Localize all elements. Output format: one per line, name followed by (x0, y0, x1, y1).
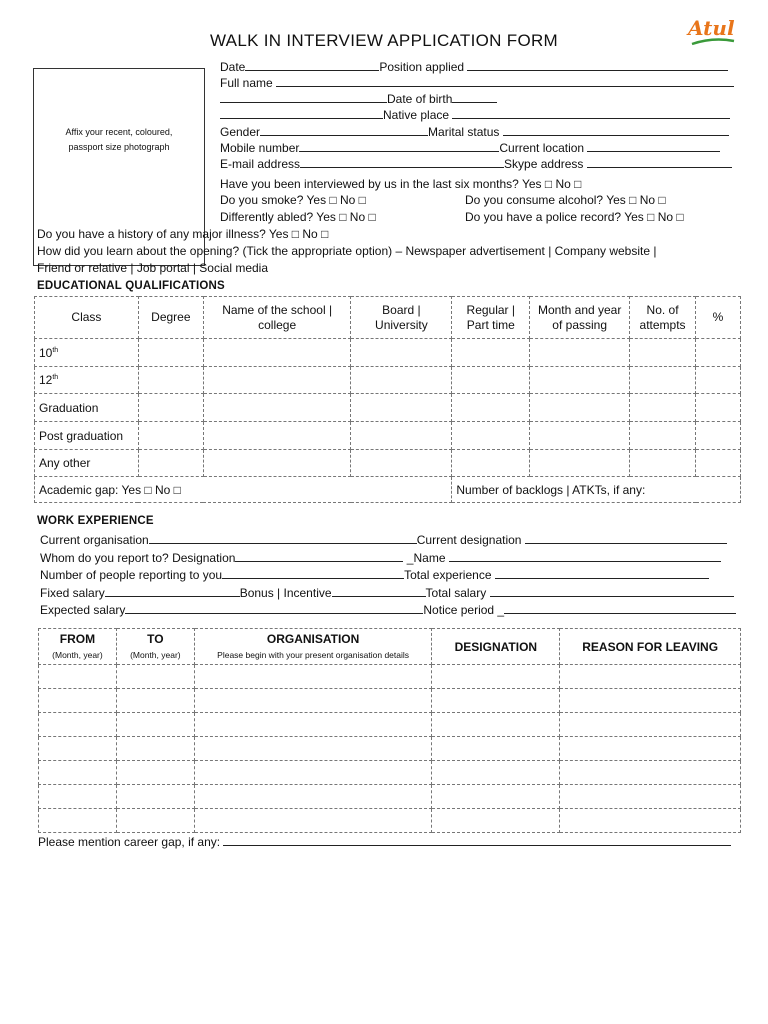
fixed-salary-field[interactable] (105, 585, 240, 597)
col-designation: DESIGNATION (432, 629, 560, 665)
designation-field[interactable] (525, 532, 727, 544)
class-cell: 12th (35, 367, 139, 394)
report-row: Whom do you report to? Designation _Name (40, 550, 721, 565)
q-interviewed[interactable]: Have you been interviewed by us in the last six months? Yes □ No □ (220, 177, 582, 191)
form-title: WALK IN INTERVIEW APPLICATION FORM (209, 31, 559, 50)
native-row: Native place (220, 107, 730, 122)
table-row (39, 809, 741, 833)
gender-field[interactable] (260, 124, 428, 136)
logo-swoosh-icon (690, 38, 736, 46)
col-school: Name of the school | college (203, 297, 351, 339)
company-logo: Atul (688, 16, 735, 40)
report-designation-field[interactable] (235, 550, 403, 562)
table-row (39, 737, 741, 761)
career-gap-field[interactable] (223, 834, 731, 846)
table-row (39, 785, 741, 809)
class-cell: Graduation (35, 394, 139, 422)
name-extra-field[interactable] (220, 107, 383, 119)
report-name-field[interactable] (449, 550, 721, 562)
experience-field[interactable] (495, 567, 709, 579)
salary-row: Fixed salary Bonus | Incentive Total salary (40, 585, 734, 600)
col-from: FROM (Month, year) (39, 629, 117, 665)
table-row (35, 367, 741, 394)
table-row (35, 422, 741, 450)
col-degree: Degree (138, 297, 203, 339)
q-police[interactable]: Do you have a police record? Yes □ No □ (465, 210, 684, 224)
q-learn-line1[interactable]: How did you learn about the opening? (Tick the appropriate option) – Newspaper advertisement | Company website | (37, 244, 657, 258)
notice-field[interactable] (504, 602, 736, 614)
table-row (39, 761, 741, 785)
class-cell: 10th (35, 339, 139, 367)
career-gap-row: Please mention career gap, if any: (38, 834, 731, 849)
q-alcohol[interactable]: Do you consume alcohol? Yes □ No □ (465, 193, 666, 207)
photo-instructions: Affix your recent, coloured, passport size photograph (65, 127, 173, 152)
bonus-field[interactable] (332, 585, 426, 597)
backlogs-cell[interactable]: Number of backlogs | ATKTs, if any: (452, 477, 741, 503)
expected-row: Expected salary Notice period _ (40, 602, 736, 617)
col-attempts: No. of attempts (630, 297, 696, 339)
table-row (39, 689, 741, 713)
q-abled[interactable]: Differently abled? Yes □ No □ (220, 210, 376, 224)
mobile-row: Mobile number Current location (220, 140, 720, 155)
total-salary-field[interactable] (490, 585, 734, 597)
col-class: Class (35, 297, 139, 339)
current-org-field[interactable] (149, 532, 417, 544)
position-field[interactable] (467, 59, 728, 71)
col-percent: % (696, 297, 741, 339)
native-place-field[interactable] (452, 107, 730, 119)
table-row (35, 394, 741, 422)
marital-field[interactable] (503, 124, 729, 136)
work-heading: WORK EXPERIENCE (37, 515, 154, 527)
q-smoke[interactable]: Do you smoke? Yes □ No □ (220, 193, 366, 207)
table-row (39, 665, 741, 689)
history-table (38, 628, 741, 833)
location-field[interactable] (587, 140, 720, 152)
education-heading: EDUCATIONAL QUALIFICATIONS (37, 280, 225, 292)
academic-gap-cell[interactable]: Academic gap: Yes □ No □ (35, 477, 452, 503)
people-field[interactable] (222, 567, 404, 579)
expected-salary-field[interactable] (125, 602, 423, 614)
table-row (35, 450, 741, 477)
class-cell: Post graduation (35, 422, 139, 450)
email-field[interactable] (300, 156, 504, 168)
mobile-field[interactable] (299, 140, 499, 152)
col-board: Board | University (351, 297, 452, 339)
education-table (34, 296, 741, 503)
col-month-year: Month and year of passing (530, 297, 630, 339)
col-regular: Regular | Part time (452, 297, 530, 339)
skype-field[interactable] (587, 156, 732, 168)
date-field[interactable] (245, 59, 379, 71)
col-to: TO (Month, year) (116, 629, 194, 665)
col-reason: REASON FOR LEAVING (560, 629, 741, 665)
dob-row: Date of birth (220, 91, 497, 106)
table-row (35, 339, 741, 367)
people-row: Number of people reporting to you Total experience (40, 567, 709, 582)
q-learn-line2[interactable]: Friend or relative | Job portal | Social media (37, 261, 269, 275)
full-name-row: Full name (220, 75, 734, 90)
q-illness[interactable]: Do you have a history of any major illness? Yes □ No □ (37, 227, 329, 241)
dob-field[interactable] (452, 91, 497, 103)
full-name-field-2[interactable] (220, 91, 387, 103)
col-organisation: ORGANISATION Please begin with your present organisation details (194, 629, 432, 665)
current-org-row: Current organisation Current designation (40, 532, 727, 547)
gender-row: Gender Marital status (220, 124, 729, 139)
table-row (39, 713, 741, 737)
class-cell: Any other (35, 450, 139, 477)
email-row: E-mail address Skype address (220, 156, 732, 171)
date-row: Date Position applied (220, 59, 728, 74)
full-name-field[interactable] (276, 75, 734, 87)
